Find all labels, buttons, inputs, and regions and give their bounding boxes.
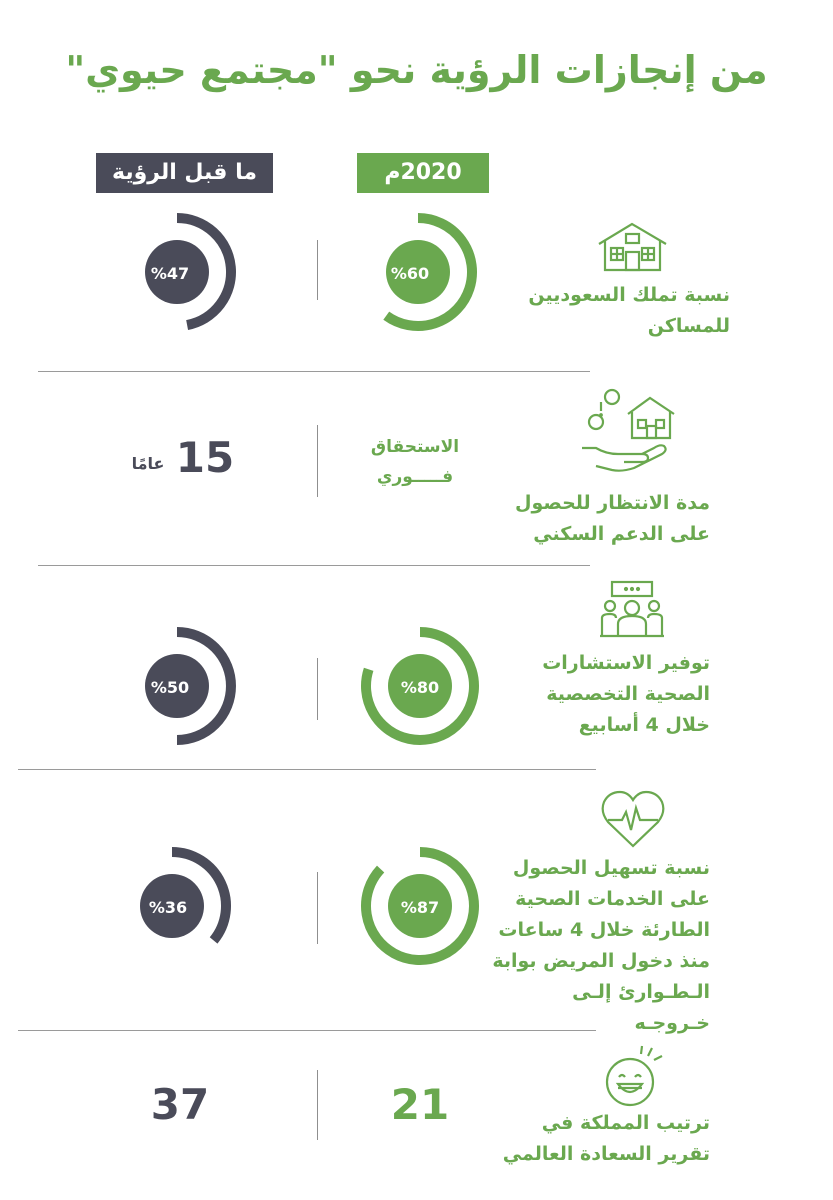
header-before: ما قبل الرؤية xyxy=(96,153,273,193)
hand-house-icon xyxy=(578,388,686,478)
row-label xyxy=(500,648,710,741)
label-line: نسبة تسهيل الحصول xyxy=(512,857,710,879)
before-unit: عامًا xyxy=(131,454,165,473)
row-label xyxy=(500,1108,710,1170)
current-rank: 21 xyxy=(390,1080,450,1129)
consultation-icon xyxy=(600,580,664,638)
label-line: تقرير السعادة العالمي xyxy=(502,1143,710,1165)
row-separator xyxy=(38,371,590,372)
label-line: للمساكن xyxy=(647,315,730,337)
house-icon xyxy=(595,220,670,272)
status-line: الاستحقاق xyxy=(370,437,460,457)
label-line: الصحية التخصصية xyxy=(546,683,710,705)
page-title: من إنجازات الرؤية نحو "مجتمع حيوي" xyxy=(65,48,768,92)
label-line: خلال 4 أسابيع xyxy=(578,714,710,736)
heart-pulse-icon xyxy=(600,790,666,848)
before-number: 15 xyxy=(175,433,235,482)
current-status xyxy=(345,432,485,492)
divider xyxy=(317,658,318,720)
row-label xyxy=(490,853,710,1039)
before-value: %47 xyxy=(150,264,190,283)
divider xyxy=(317,1070,318,1140)
label-line: مدة الانتظار للحصول xyxy=(514,492,710,514)
label-line: منذ دخول المريض بوابة xyxy=(492,950,710,972)
label-line: الطارئة خلال 4 ساعات xyxy=(498,919,710,941)
row-label xyxy=(520,280,730,342)
label-line: نسبة تملك السعوديين xyxy=(528,284,730,306)
smiley-icon xyxy=(600,1044,666,1108)
current-value: %80 xyxy=(400,678,440,697)
label-line: ترتيب المملكة في xyxy=(541,1112,710,1134)
divider xyxy=(317,872,318,944)
divider xyxy=(317,240,318,300)
row-separator xyxy=(18,1030,596,1031)
row-label xyxy=(500,488,710,550)
before-value: %50 xyxy=(150,678,190,697)
label-line: على الدعم السكني xyxy=(533,523,710,545)
label-line: على الخدمات الصحية xyxy=(515,888,710,910)
header-current: 2020م xyxy=(357,153,489,193)
label-line: الـطـوارئ إلـى خـروجـه xyxy=(572,981,710,1034)
before-rank: 37 xyxy=(150,1080,210,1129)
row-separator xyxy=(18,769,596,770)
divider xyxy=(317,425,318,497)
current-value: %87 xyxy=(400,898,440,917)
current-value: %60 xyxy=(390,264,430,283)
row-separator xyxy=(38,565,590,566)
status-line: فـــــوري xyxy=(376,467,454,487)
label-line: توفير الاستشارات xyxy=(542,652,710,674)
before-value: %36 xyxy=(148,898,188,917)
